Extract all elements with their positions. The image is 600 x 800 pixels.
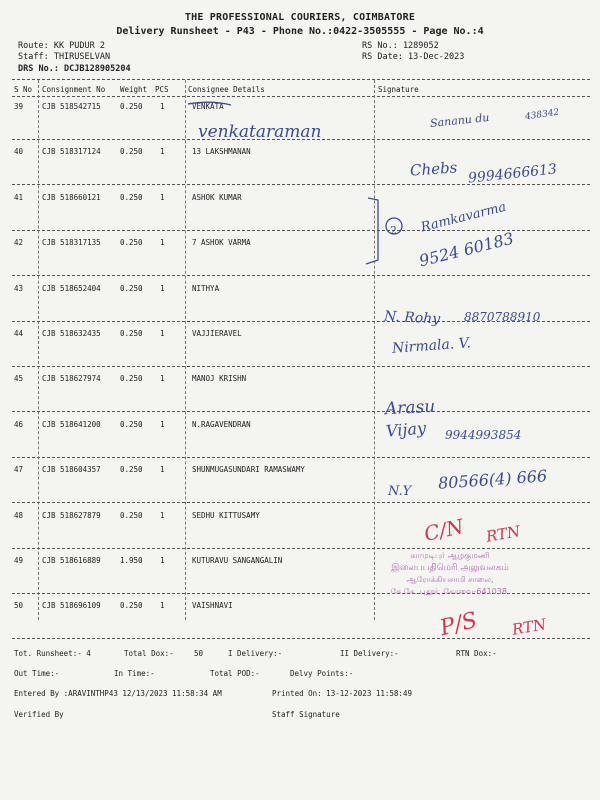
row-sno: 47 <box>14 465 24 475</box>
handwritten-signature: Chebs <box>409 158 458 180</box>
drs-label: DRS No.: DCJB128905204 <box>18 64 131 74</box>
row-consignment-no: CJB 518542715 <box>42 102 101 111</box>
row-consignee: VENKATA <box>192 102 224 111</box>
red-mark: C/N <box>421 514 466 546</box>
row-sno: 50 <box>14 601 24 611</box>
stamp-line: இலைபபதிமெரி அலுவலகம் <box>391 563 509 573</box>
row-divider <box>12 275 590 276</box>
in-time-label: In Time:- <box>114 669 155 678</box>
delvy-points-label: Delvy Points:- <box>290 669 354 678</box>
row-divider <box>12 457 590 458</box>
row-pcs: 1 <box>160 147 165 157</box>
red-mark: RTN <box>510 615 548 639</box>
col-header-pcs: PCS <box>155 85 169 94</box>
row-divider <box>12 548 590 549</box>
handwritten-signature: Arasu <box>384 396 436 420</box>
row-consignment-no: CJB 518317124 <box>42 147 101 157</box>
row-consignment-no: CJB 518632435 <box>42 329 101 338</box>
handwritten-signature: N. Rohy <box>383 308 441 328</box>
row-pcs: 1 <box>160 510 165 520</box>
row-pcs: 1 <box>160 601 165 611</box>
row-weight: 0.250 <box>120 192 143 202</box>
row-consignee: SHUNMUGASUNDARI RAMASWAMY <box>192 465 305 475</box>
row-consignment-no: CJB 518652404 <box>42 283 101 293</box>
handwritten-number: 8870788910 <box>464 310 541 324</box>
row-sno: 49 <box>14 556 24 565</box>
row-consignee: VAISHNAVI <box>192 601 233 611</box>
row-weight: 0.250 <box>120 374 143 384</box>
col-divider <box>38 80 39 620</box>
route-label: Route: KK PUDUR 2 <box>18 41 105 51</box>
row-consignee: ASHOK KUMAR <box>192 192 242 202</box>
runsheet-subtitle: Delivery Runsheet - P43 - Phone No.:0422-3505555 - Page No.:4 <box>116 26 484 37</box>
row-sno: 42 <box>14 238 24 248</box>
handwritten-name: Nirmala. V. <box>391 335 472 357</box>
row-weight: 0.250 <box>120 102 143 111</box>
row-consignment-no: CJB 518660121 <box>42 192 101 202</box>
row-sno: 45 <box>14 374 24 384</box>
row-consignment-no: CJB 518317135 <box>42 238 101 248</box>
row-weight: 0.250 <box>120 238 143 248</box>
company-title: THE PROFESSIONAL COURIERS, COIMBATORE <box>184 12 416 23</box>
row-consignee: SEDHU KITTUSAMY <box>192 510 260 520</box>
handwritten-number: 80566(4) 666 <box>437 466 548 493</box>
row-pcs: 1 <box>160 102 165 111</box>
row-pcs: 1 <box>160 283 165 293</box>
total-dox-value: 50 <box>194 649 204 658</box>
printed-on: Printed On: 13-12-2023 11:58:49 <box>272 689 412 698</box>
row-consignment-no: CJB 518641200 <box>42 419 101 429</box>
row-divider <box>12 502 590 503</box>
row-weight: 0.250 <box>120 601 143 611</box>
row-sno: 40 <box>14 147 24 157</box>
row-consignment-no: CJB 518604357 <box>42 465 101 475</box>
total-dox-label: Total Dox:- <box>124 649 174 658</box>
row-weight: 1.950 <box>120 556 143 565</box>
tot-runsheet: Tot. Runsheet:- 4 <box>14 649 91 658</box>
handwritten-number: 9944993854 <box>445 428 522 442</box>
col-header-signature: Signature <box>378 85 419 94</box>
strikethrough-mark <box>186 98 236 110</box>
circled-number: 2 <box>390 224 397 237</box>
rs-date-label: RS Date: 13-Dec-2023 <box>362 52 465 62</box>
col-header-sno: S No <box>14 85 33 94</box>
staff-signature-label: Staff Signature <box>272 710 340 719</box>
verified-by-label: Verified By <box>14 710 64 719</box>
row-consignee: NITHYA <box>192 283 220 293</box>
handwritten-signature: Vijay <box>385 418 427 441</box>
row-consignment-no: CJB 518616889 <box>42 556 101 565</box>
rs-no-label: RS No.: 1289052 <box>362 41 439 51</box>
office-stamp <box>360 550 540 598</box>
row-pcs: 1 <box>160 419 165 429</box>
col-divider <box>185 80 186 620</box>
row-consignee: VAJJIERAVEL <box>192 329 242 338</box>
row-sno: 43 <box>14 283 24 293</box>
entered-by: Entered By :ARAVINTHP43 12/13/2023 11:58:34 AM <box>14 689 222 698</box>
col-divider <box>374 80 375 620</box>
handwritten-signature: N.Y <box>388 484 412 499</box>
red-mark: RTN <box>484 522 522 546</box>
row-pcs: 1 <box>160 556 165 565</box>
row-weight: 0.250 <box>120 147 143 157</box>
row-weight: 0.250 <box>120 329 143 338</box>
row-consignee: N.RAGAVENDRAN <box>192 419 251 429</box>
staff-label: Staff: THIRUSELVAN <box>18 52 111 62</box>
row-sno: 46 <box>14 419 24 429</box>
row-pcs: 1 <box>160 329 165 338</box>
i-delivery-label: I Delivery:- <box>228 649 283 658</box>
row-consignment-no: CJB 518627974 <box>42 374 101 384</box>
col-header-weight: Weight <box>120 85 148 94</box>
handwritten-name: Ramkavarma <box>419 199 508 236</box>
row-divider <box>12 638 590 639</box>
handwritten-number: 438342 <box>524 107 560 123</box>
row-divider <box>12 411 590 412</box>
handwritten-name: venkataraman <box>198 122 322 142</box>
row-weight: 0.250 <box>120 419 143 429</box>
row-sno: 44 <box>14 329 24 338</box>
row-divider <box>12 366 590 367</box>
row-divider <box>12 184 590 185</box>
row-pcs: 1 <box>160 238 165 248</box>
row-sno: 39 <box>14 102 24 111</box>
row-consignment-no: CJB 518696109 <box>42 601 101 611</box>
row-consignment-no: CJB 518627879 <box>42 510 101 520</box>
col-header-consignee: Consignee Details <box>188 85 265 94</box>
handwritten-number: 9524 60183 <box>417 228 516 271</box>
row-weight: 0.250 <box>120 510 143 520</box>
handwritten-number: 9994666613 <box>467 161 558 187</box>
row-sno: 48 <box>14 510 24 520</box>
row-consignee: 13 LAKSHMANAN <box>192 147 251 157</box>
rtn-dox-label: RTN Dox:- <box>456 649 497 658</box>
out-time-label: Out Time:- <box>14 669 60 678</box>
row-weight: 0.250 <box>120 465 143 475</box>
header-bottom-rule <box>12 96 590 97</box>
red-mark: P/S <box>437 607 480 642</box>
total-pod-label: Total POD:- <box>210 669 260 678</box>
row-consignee: MANOJ KRISHN <box>192 374 247 384</box>
table-top-rule <box>12 79 590 80</box>
row-weight: 0.250 <box>120 283 143 293</box>
row-sno: 41 <box>14 192 24 202</box>
row-pcs: 1 <box>160 192 165 202</box>
row-pcs: 1 <box>160 465 165 475</box>
row-consignee: KUTURAVU SANGANGALIN <box>192 556 283 565</box>
row-consignee: 7 ASHOK VARMA <box>192 238 251 248</box>
handwritten-signature: Sananu du <box>429 110 491 131</box>
stamp-line: கே.கே. புதூர், கோவை-641038. <box>390 587 510 596</box>
stamp-line: காமுடிபுர் ஆழகுமணி <box>410 551 490 560</box>
stamp-line: ஆரோக்கியசாமி சாலை, <box>406 575 494 584</box>
col-header-consignment: Consignment No <box>42 85 106 94</box>
row-pcs: 1 <box>160 374 165 384</box>
ii-delivery-label: II Delivery:- <box>340 649 399 658</box>
